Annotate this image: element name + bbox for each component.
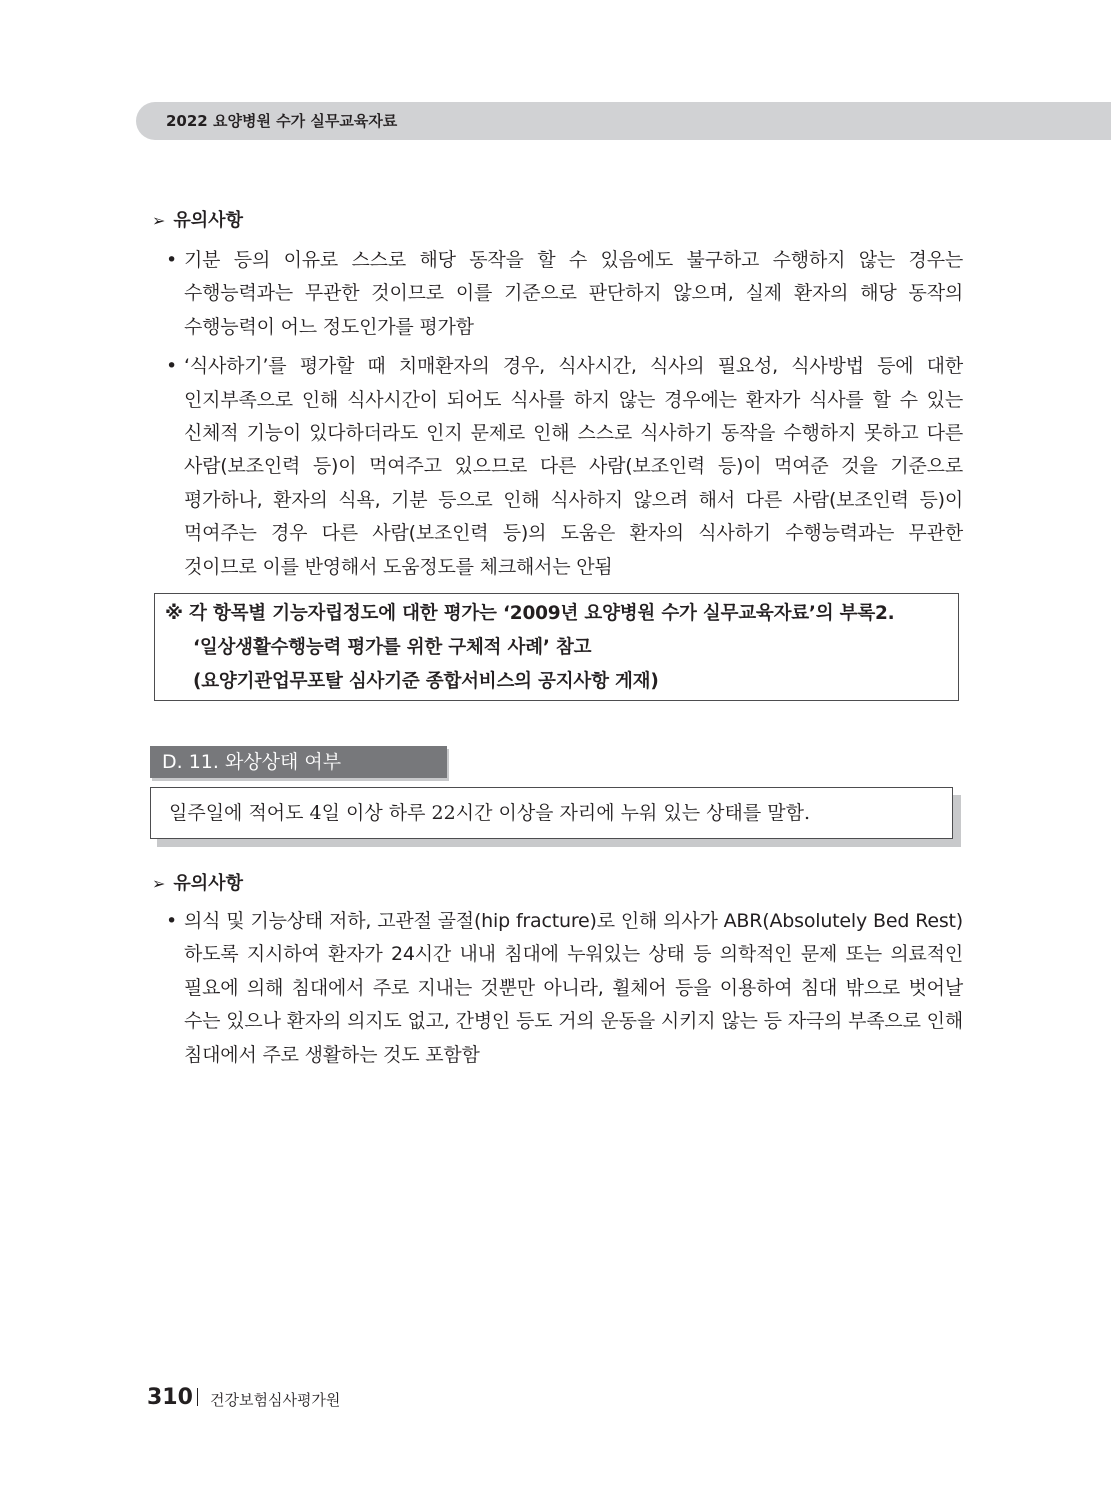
page-number: 310 <box>147 1385 193 1410</box>
header-title: 2022 요양병원 수가 실무교육자료 <box>166 112 398 130</box>
bullet-dot-icon: • <box>166 249 178 271</box>
list-item <box>160 350 963 584</box>
definition-box: 일주일에 적어도 4일 이상 하루 22시간 이상을 자리에 누워 있는 상태를 말함. <box>150 787 953 839</box>
bullet-dot-icon: • <box>166 910 178 932</box>
section-heading-notes <box>152 206 243 232</box>
item-label: D. 11. 와상상태 여부 <box>150 746 447 778</box>
notes-list <box>160 905 963 1078</box>
section-heading-notes <box>152 869 243 895</box>
notes-list <box>160 244 963 590</box>
list-item-text: 기분 등의 이유로 스스로 해당 동작을 할 수 있음에도 불구하고 수행하지 않는 경우는 수행능력과는 무관한 것이므로 이를 기준으로 판단하지 않으며, 실제 환자의 해당 동작의 수행능력이 어느 정도인가를 평가함 <box>184 249 963 338</box>
list-item <box>160 244 963 344</box>
bullet-dot-icon: • <box>166 355 178 378</box>
arrow-bullet-icon: ➢ <box>152 874 166 893</box>
notice-line: (요양기관업무포탈 심사기준 종합서비스의 공지사항 게재) <box>193 671 659 692</box>
section-heading-text: 유의사항 <box>173 210 243 231</box>
notice-box <box>154 593 959 701</box>
footer-divider <box>197 1388 198 1406</box>
notice-line: ※ 각 항목별 기능자립정도에 대한 평가는 ‘2009년 요양병원 수가 실무교육자료’의 부록2. <box>165 603 895 624</box>
list-item <box>160 905 963 1072</box>
organization-name: 건강보험심사평가원 <box>210 1391 341 1409</box>
list-item-text: 의식 및 기능상태 저하, 고관절 골절(hip fracture)로 인해 의사가 ABR(Absolutely Bed Rest)하도록 지시하여 환자가 24시간 내내 침대에 누워있는 상태 등 의학적인 문제 또는 의료적인 필요에 의해 침대에서 주로 지내는 것뿐만 아니라, 휠체어 등을 이용하여 침대 밖으로 벗어날 수는 있으나 환자의 의지도 없고, 간병인 등도 거의 운동을 시키지 않는 등 자극의 부족으로 인해 침대에서 주로 생활하는 것도 포함함 <box>184 910 963 1066</box>
list-item-text: ‘식사하기’를 평가할 때 치매환자의 경우, 식사시간, 식사의 필요성, 식사방법 등에 대한 인지부족으로 인해 식사시간이 되어도 식사를 하지 않는 경우에는 환자가 식사를 할 수 있는 신체적 기능이 있다하더라도 인지 문제로 인해 스스로 식사하기 동작을 수행하지 못하고 다른 사람(보조인력 등)이 먹여주고 있으므로 다른 사람(보조인력 등)이 먹여준 것을 기준으로 평가하나, 환자의 식욕, 기분 등으로 인해 식사하지 않으려 해서 다른 사람(보조인력 등)이 먹여주는 경우 다른 사람(보조인력 등)의 도움은 환자의 식사하기 수행능력과는 무관한 것이므로 이를 반영해서 도움정도를 체크해서는 안됨 <box>184 355 963 578</box>
notice-line: ‘일상생활수행능력 평가를 위한 구체적 사례’ 참고 <box>193 637 592 658</box>
section-heading-text: 유의사항 <box>173 873 243 894</box>
arrow-bullet-icon: ➢ <box>152 211 166 230</box>
header-bar <box>136 102 1111 140</box>
